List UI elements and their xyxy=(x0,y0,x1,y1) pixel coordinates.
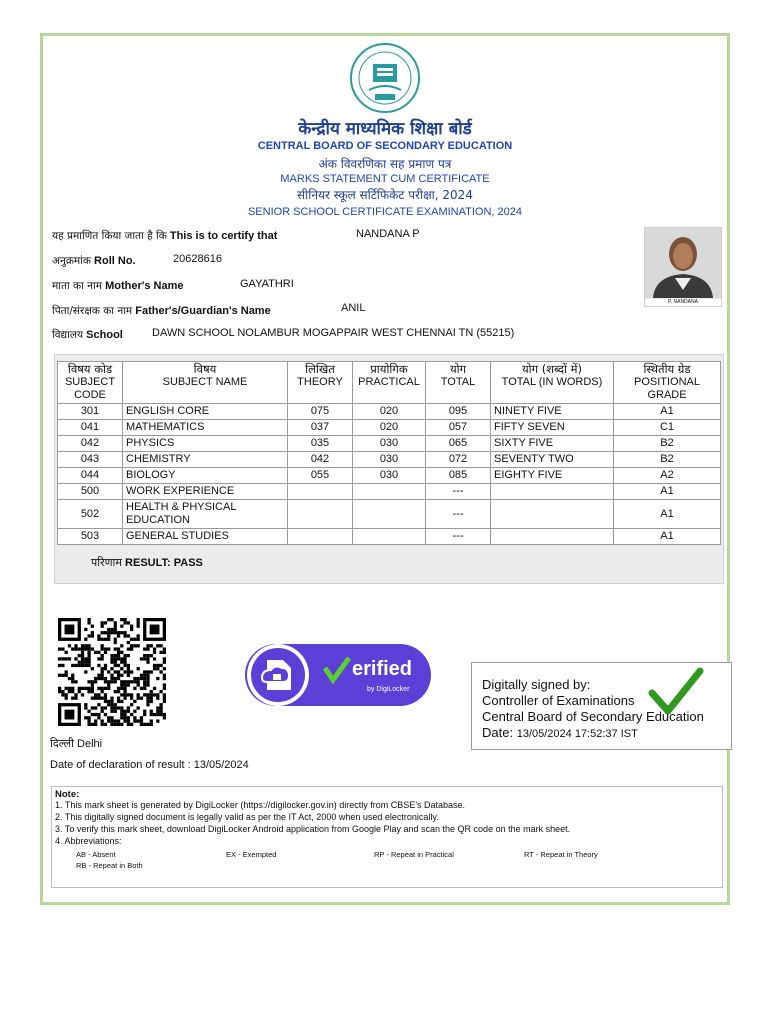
cell-name: GENERAL STUDIES xyxy=(123,529,288,545)
school-name: DAWN SCHOOL NOLAMBUR MOGAPPAIR WEST CHENNAI TN (55215) xyxy=(152,327,515,339)
note-line-2: 2. This digitally signed document is legally valid as per the IT Act, 2000 when used electronically. xyxy=(55,812,439,822)
result-line: परिणाम RESULT: PASS xyxy=(91,556,203,569)
student-photo-image xyxy=(645,228,721,298)
declaration-line: Date of declaration of result : 13/05/2024 xyxy=(50,759,249,771)
header-subject-name: विषय SUBJECT NAME xyxy=(123,362,288,404)
board-name-hindi: केन्द्रीय माध्यमिक शिक्षा बोर्ड xyxy=(298,119,472,139)
cell-total: 065 xyxy=(426,436,491,452)
abbreviation-item: EX - Exempted xyxy=(226,850,277,859)
cell-theory: 075 xyxy=(288,404,353,420)
cell-total: --- xyxy=(426,484,491,500)
statement-title-hindi: अंक विवरणिका सह प्रमाण पत्र xyxy=(318,157,452,171)
note-line-3: 3. To verify this mark sheet, download DigiLocker Android application from Google Play and scan the QR code on the mark sheet. xyxy=(55,824,571,834)
cell-grade: B2 xyxy=(614,436,721,452)
certificate-frame xyxy=(40,33,730,905)
cell-theory: 035 xyxy=(288,436,353,452)
cell-words: NINETY FIVE xyxy=(491,404,614,420)
badge-subtext: by DigiLocker xyxy=(367,686,410,693)
cell-practical: 030 xyxy=(353,468,426,484)
cell-words xyxy=(491,529,614,545)
cell-total: 057 xyxy=(426,420,491,436)
abbreviation-item: RP - Repeat in Practical xyxy=(374,850,454,859)
student-name: NANDANA P xyxy=(356,228,420,240)
roll-label: अनुक्रमांक Roll No. xyxy=(52,255,136,267)
cell-grade: A1 xyxy=(614,404,721,420)
header-subject-code: विषय कोड SUBJECT CODE xyxy=(58,362,123,404)
cell-total: 095 xyxy=(426,404,491,420)
abbreviation-item: RB - Repeat in Both xyxy=(76,861,143,870)
header-total-words: योग (शब्दों में) TOTAL (IN WORDS) xyxy=(491,362,614,404)
table-row xyxy=(58,484,721,500)
cell-code: 301 xyxy=(58,404,123,420)
board-name-english: CENTRAL BOARD OF SECONDARY EDUCATION xyxy=(257,140,513,152)
note-line-4: 4. Abbreviations: xyxy=(55,836,122,846)
table-row xyxy=(58,404,721,420)
cell-code: 044 xyxy=(58,468,123,484)
mother-name: GAYATHRI xyxy=(240,278,294,290)
cell-grade: A2 xyxy=(614,468,721,484)
cell-code: 503 xyxy=(58,529,123,545)
exam-title-english: SENIOR SCHOOL CERTIFICATE EXAMINATION, 2024 xyxy=(247,206,523,218)
cbse-emblem-icon xyxy=(349,42,421,114)
cell-words: SIXTY FIVE xyxy=(491,436,614,452)
cell-code: 041 xyxy=(58,420,123,436)
cell-practical xyxy=(353,500,426,529)
place-line: दिल्ली Delhi xyxy=(50,737,103,750)
header-total: योग TOTAL xyxy=(426,362,491,404)
cell-code: 042 xyxy=(58,436,123,452)
roll-number: 20628616 xyxy=(173,253,222,265)
table-header-row xyxy=(58,362,721,404)
cell-theory xyxy=(288,500,353,529)
cell-name: HEALTH & PHYSICAL EDUCATION xyxy=(123,500,288,529)
marks-table xyxy=(57,361,721,545)
table-row xyxy=(58,452,721,468)
cell-name: WORK EXPERIENCE xyxy=(123,484,288,500)
notes-title: Note: xyxy=(55,789,80,800)
cell-total: 085 xyxy=(426,468,491,484)
table-row xyxy=(58,529,721,545)
table-row xyxy=(58,500,721,529)
cell-words: FIFTY SEVEN xyxy=(491,420,614,436)
cell-grade: A1 xyxy=(614,500,721,529)
table-row xyxy=(58,436,721,452)
cell-total: --- xyxy=(426,500,491,529)
father-label: पिता/संरक्षक का नाम Father's/Guardian's Name xyxy=(52,305,271,317)
cell-grade: B2 xyxy=(614,452,721,468)
cell-words: EIGHTY FIVE xyxy=(491,468,614,484)
digital-signature-box xyxy=(471,662,732,750)
cell-total: 072 xyxy=(426,452,491,468)
cell-theory xyxy=(288,529,353,545)
cell-practical: 020 xyxy=(353,420,426,436)
school-label: विद्यालय School xyxy=(52,329,123,341)
table-row xyxy=(58,468,721,484)
cell-practical: 020 xyxy=(353,404,426,420)
cell-practical xyxy=(353,484,426,500)
notes-box xyxy=(51,786,723,888)
cell-grade: A1 xyxy=(614,529,721,545)
cell-name: MATHEMATICS xyxy=(123,420,288,436)
header-theory: लिखित THEORY xyxy=(288,362,353,404)
signature-date: Date: 13/05/2024 17:52:37 IST xyxy=(482,725,638,740)
mother-label: माता का नाम Mother's Name xyxy=(52,280,184,292)
exam-title-hindi: सीनियर स्कूल सर्टिफिकेट परीक्षा, 2024 xyxy=(297,188,473,202)
cell-code: 502 xyxy=(58,500,123,529)
signer-organization: Central Board of Secondary Education xyxy=(482,709,704,724)
cell-theory: 055 xyxy=(288,468,353,484)
photo-caption: P. NANDANA xyxy=(645,299,721,306)
cell-practical: 030 xyxy=(353,452,426,468)
cell-total: --- xyxy=(426,529,491,545)
marks-panel xyxy=(54,354,724,584)
cell-practical xyxy=(353,529,426,545)
badge-text: erified xyxy=(352,658,413,680)
qr-code-icon xyxy=(55,618,169,726)
table-row xyxy=(58,420,721,436)
abbreviation-item: RT - Repeat in Theory xyxy=(524,850,598,859)
father-name: ANIL xyxy=(341,302,366,314)
student-photo xyxy=(644,227,722,307)
cell-name: ENGLISH CORE xyxy=(123,404,288,420)
cell-grade: A1 xyxy=(614,484,721,500)
header-practical: प्रायोगिक PRACTICAL xyxy=(353,362,426,404)
cell-name: BIOLOGY xyxy=(123,468,288,484)
certify-label: यह प्रमाणित किया जाता है कि This is to certify that xyxy=(52,230,278,242)
cell-name: CHEMISTRY xyxy=(123,452,288,468)
cell-practical: 030 xyxy=(353,436,426,452)
header-grade: स्थितीय ग्रेड POSITIONAL GRADE xyxy=(614,362,721,404)
cell-words xyxy=(491,484,614,500)
cell-words xyxy=(491,500,614,529)
signer-title: Controller of Examinations xyxy=(482,693,635,708)
note-line-1: 1. This mark sheet is generated by DigiLocker (https://digilocker.gov.in) directly from CBSE's Database. xyxy=(55,800,466,810)
cell-name: PHYSICS xyxy=(123,436,288,452)
signed-by-label: Digitally signed by: xyxy=(482,677,591,692)
statement-title-english: MARKS STATEMENT CUM CERTIFICATE xyxy=(280,173,490,185)
cell-code: 043 xyxy=(58,452,123,468)
cell-words: SEVENTY TWO xyxy=(491,452,614,468)
cell-theory: 042 xyxy=(288,452,353,468)
abbreviation-item: AB - Absent xyxy=(76,850,116,859)
cell-grade: C1 xyxy=(614,420,721,436)
cell-code: 500 xyxy=(58,484,123,500)
cell-theory xyxy=(288,484,353,500)
cell-theory: 037 xyxy=(288,420,353,436)
